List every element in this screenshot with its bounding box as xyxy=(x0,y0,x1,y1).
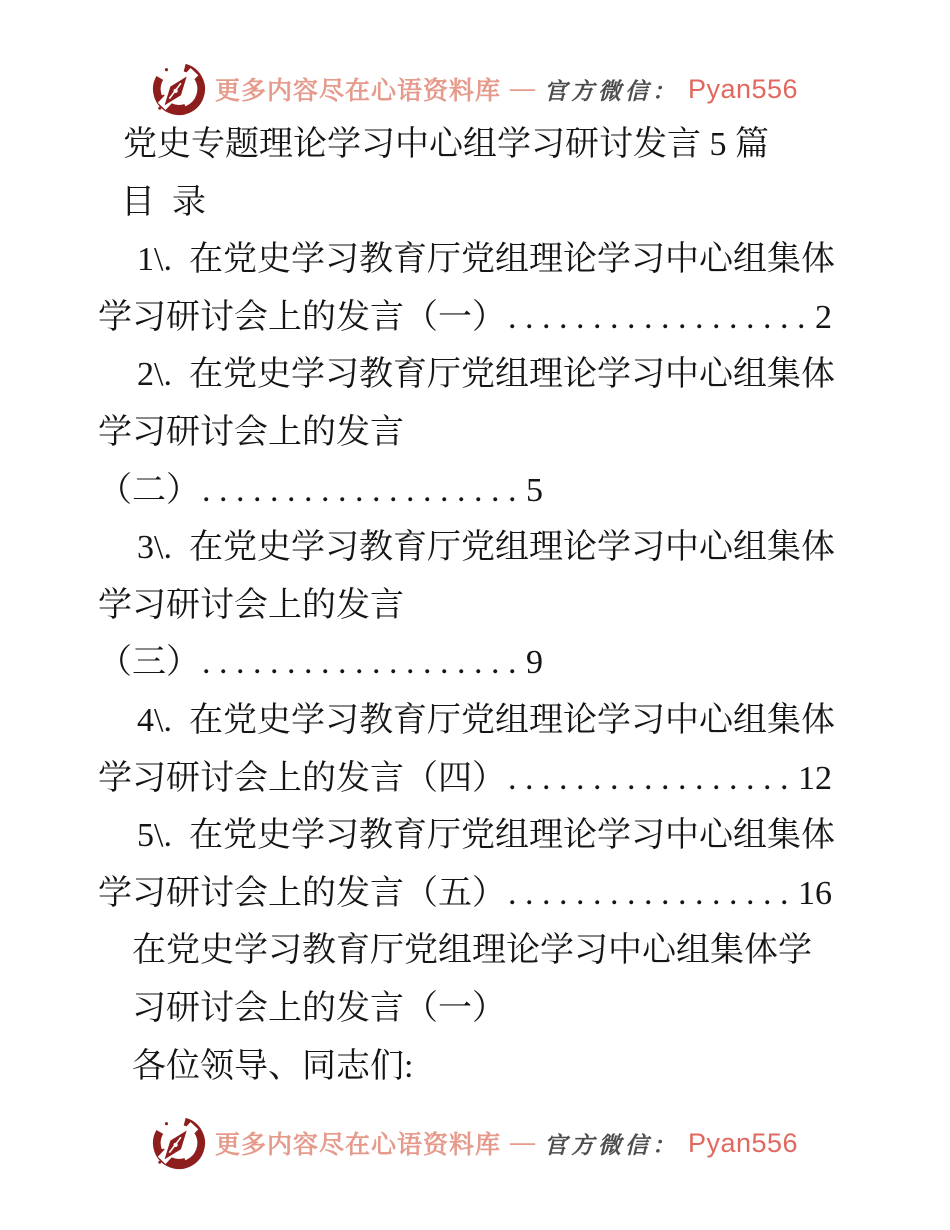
wechat-label: 官方微信： xyxy=(543,1132,679,1158)
toc-entry-text: 学习研讨会上的发言（一） xyxy=(98,298,506,336)
toc-entry-2-line-1: 2\. 在党史学习教育厅党组理论学习中心组集体 xyxy=(137,356,835,394)
document-content xyxy=(98,116,862,1095)
pen-swirl-logo-icon xyxy=(152,1116,206,1170)
toc-entry-text: （三） xyxy=(98,644,200,682)
toc-entry-5-line-2 xyxy=(98,865,862,923)
pen-swirl-logo-icon xyxy=(152,62,206,116)
toc-dot-leader: ................. xyxy=(508,759,797,797)
toc-entry-3-line-3 xyxy=(98,634,862,692)
section-title-line-1: 在党史学习教育厅党组理论学习中心组集体学 xyxy=(132,932,812,970)
toc-dot-leader: ................. xyxy=(508,874,797,912)
toc-page-number: 9 xyxy=(526,644,543,682)
brand-separator: — xyxy=(509,75,535,102)
toc-heading: 目 录 xyxy=(121,183,206,221)
toc-entry-1-line-1: 1\. 在党史学习教育厅党组理论学习中心组集体 xyxy=(137,241,835,279)
toc-entry-3-line-1: 3\. 在党史学习教育厅党组理论学习中心组集体 xyxy=(137,529,835,567)
toc-page-number: 2 xyxy=(815,298,832,336)
toc-entry-text: 学习研讨会上的发言（五） xyxy=(98,874,506,912)
section-title-line-2: 习研讨会上的发言（一） xyxy=(132,989,506,1027)
wechat-id: Pyan556 xyxy=(687,1127,799,1158)
toc-entry-4-line-1: 4\. 在党史学习教育厅党组理论学习中心组集体 xyxy=(137,701,835,739)
brand-text: 更多内容尽在心语资料库 xyxy=(214,1132,501,1159)
salutation: 各位领导、同志们: xyxy=(132,1047,414,1085)
toc-dot-leader: ................... xyxy=(202,471,525,509)
toc-page-number: 5 xyxy=(526,471,543,509)
brand-separator: — xyxy=(509,1129,535,1156)
toc-dot-leader: ................... xyxy=(202,644,525,682)
toc-entry-2-line-3 xyxy=(98,462,862,520)
toc-entry-text: 学习研讨会上的发言（四） xyxy=(98,759,506,797)
toc-entry-text: （二） xyxy=(98,471,200,509)
document-title: 党史专题理论学习中心组学习研讨发言 5 篇 xyxy=(123,126,769,163)
toc-entry-3-line-2: 学习研讨会上的发言 xyxy=(98,586,404,624)
toc-dot-leader: .................. xyxy=(508,298,814,336)
brand-text: 更多内容尽在心语资料库 xyxy=(214,78,501,105)
footer-watermark xyxy=(0,1114,950,1172)
header-watermark xyxy=(0,60,950,118)
toc-entry-4-line-2 xyxy=(98,750,862,808)
toc-page-number: 16 xyxy=(798,874,832,912)
toc-entry-2-line-2: 学习研讨会上的发言 xyxy=(98,413,404,451)
toc-page-number: 12 xyxy=(798,759,832,797)
toc-entry-1-line-2 xyxy=(98,289,862,347)
toc-entry-5-line-1: 5\. 在党史学习教育厅党组理论学习中心组集体 xyxy=(137,817,835,855)
wechat-label: 官方微信： xyxy=(543,78,679,104)
wechat-id: Pyan556 xyxy=(687,73,799,104)
